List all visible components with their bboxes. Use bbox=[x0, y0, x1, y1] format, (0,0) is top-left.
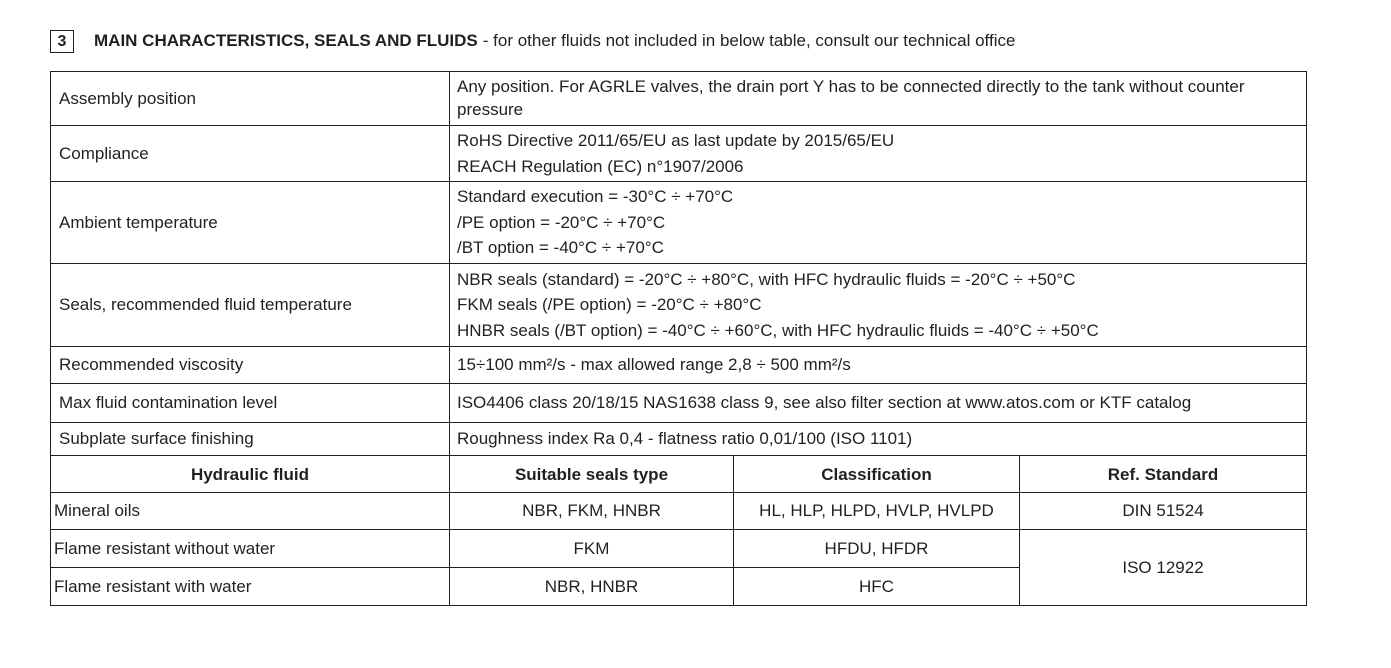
row-value bbox=[450, 347, 1307, 384]
row-value bbox=[450, 384, 1307, 423]
value-line: Roughness index Ra 0,4 - flatness ratio 0,01/100 (ISO 1101) bbox=[457, 429, 913, 449]
section-number: 3 bbox=[50, 30, 74, 53]
table-row bbox=[51, 493, 1307, 530]
value-line: HNBR seals (/BT option) = -40°C ÷ +60°C, with HFC hydraulic fluids = -40°C ÷ +50°C bbox=[457, 320, 1099, 340]
table-row bbox=[51, 347, 1307, 384]
row-value bbox=[450, 182, 1307, 264]
fluids-header-row bbox=[51, 456, 1307, 493]
row-label: Ambient temperature bbox=[51, 182, 450, 264]
section-title: MAIN CHARACTERISTICS, SEALS AND FLUIDS bbox=[94, 31, 478, 50]
fluid-name: Flame resistant with water bbox=[51, 568, 450, 606]
fluid-name: Mineral oils bbox=[51, 493, 450, 530]
value-line: ISO4406 class 20/18/15 NAS1638 class 9, see also filter section at www.atos.com or KTF catalog bbox=[457, 393, 1192, 413]
column-header-classification: Classification bbox=[734, 456, 1020, 493]
value-line: Standard execution = -30°C ÷ +70°C bbox=[457, 187, 734, 207]
table-row bbox=[51, 72, 1307, 126]
value-line: Any position. For AGRLE valves, the drain port Y has to be connected directly to the tank without counter pressure bbox=[457, 77, 1245, 119]
row-label: Max fluid contamination level bbox=[51, 384, 450, 423]
value-line: RoHS Directive 2011/65/EU as last update by 2015/65/EU bbox=[457, 131, 895, 150]
row-value bbox=[450, 126, 1307, 182]
column-header-seals-type: Suitable seals type bbox=[450, 456, 734, 493]
characteristics-table bbox=[50, 71, 1307, 606]
table-row bbox=[51, 423, 1307, 456]
row-label: Compliance bbox=[51, 126, 450, 182]
fluid-seals: FKM bbox=[450, 530, 734, 568]
row-label: Recommended viscosity bbox=[51, 347, 450, 384]
fluid-classification: HFDU, HFDR bbox=[734, 530, 1020, 568]
row-value bbox=[450, 264, 1307, 347]
column-header-hydraulic-fluid: Hydraulic fluid bbox=[51, 456, 450, 493]
table-row bbox=[51, 530, 1307, 568]
fluid-name: Flame resistant without water bbox=[51, 530, 450, 568]
value-line: /PE option = -20°C ÷ +70°C bbox=[457, 212, 666, 232]
fluid-seals: NBR, HNBR bbox=[450, 568, 734, 606]
row-label: Subplate surface finishing bbox=[51, 423, 450, 456]
table-row bbox=[51, 182, 1307, 264]
row-label: Assembly position bbox=[51, 72, 450, 126]
value-line: 15÷100 mm²/s - max allowed range 2,8 ÷ 500 mm²/s bbox=[457, 355, 851, 375]
section-subtitle: - for other fluids not included in below table, consult our technical office bbox=[482, 31, 1016, 50]
value-line: /BT option = -40°C ÷ +70°C bbox=[457, 238, 664, 258]
fluid-seals: NBR, FKM, HNBR bbox=[450, 493, 734, 530]
column-header-ref-standard: Ref. Standard bbox=[1020, 456, 1307, 493]
section-header bbox=[50, 28, 1015, 54]
table-row bbox=[51, 126, 1307, 182]
value-line: REACH Regulation (EC) n°1907/2006 bbox=[457, 156, 744, 176]
fluid-classification: HFC bbox=[734, 568, 1020, 606]
row-value bbox=[450, 423, 1307, 456]
table-row bbox=[51, 384, 1307, 423]
value-line: NBR seals (standard) = -20°C ÷ +80°C, with HFC hydraulic fluids = -20°C ÷ +50°C bbox=[457, 269, 1076, 289]
fluid-standard: ISO 12922 bbox=[1020, 530, 1307, 606]
row-value bbox=[450, 72, 1307, 126]
fluid-classification: HL, HLP, HLPD, HVLP, HVLPD bbox=[734, 493, 1020, 530]
fluid-standard: DIN 51524 bbox=[1020, 493, 1307, 530]
value-line: FKM seals (/PE option) = -20°C ÷ +80°C bbox=[457, 295, 762, 315]
row-label: Seals, recommended fluid temperature bbox=[51, 264, 450, 347]
table-row bbox=[51, 264, 1307, 347]
